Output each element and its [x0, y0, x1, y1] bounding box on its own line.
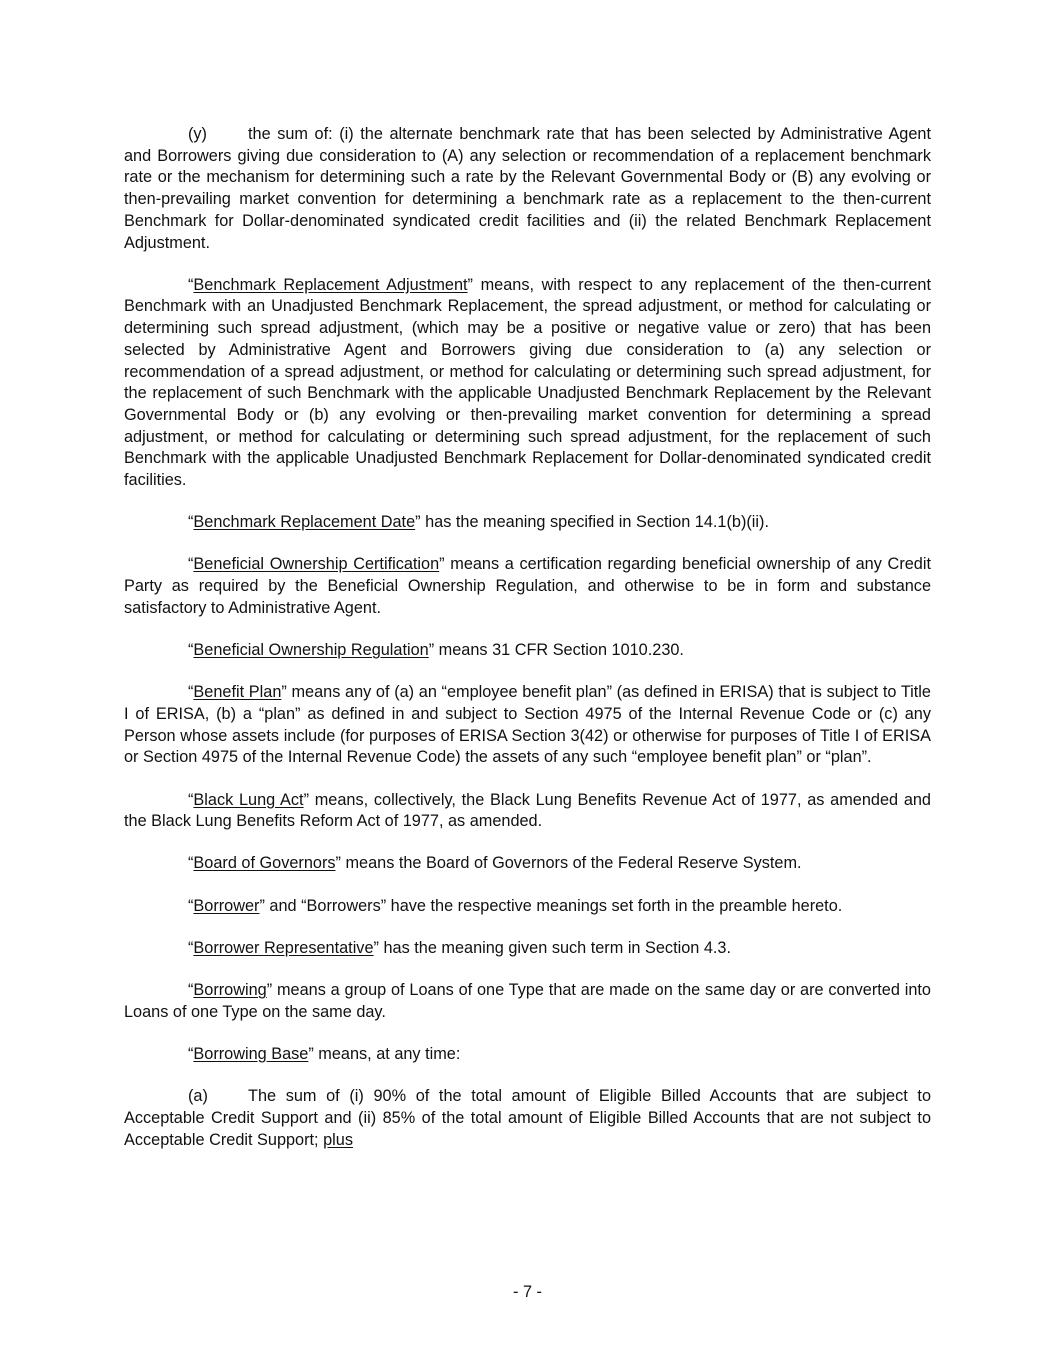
defined-term: Borrower Representative: [193, 938, 374, 957]
definition-paragraph: “Borrower Representative” has the meaning given such term in Section 4.3.: [188, 938, 731, 957]
defined-term: Benchmark Replacement Adjustment: [193, 275, 468, 294]
definition-text: means a certification regarding beneficial ownership of any Credit Party as required by the Beneficial Ownership Regulation, and otherwise to be in form and substance satisfactory to Administrative Agent.: [124, 555, 931, 617]
definition-text: means any of (a) an “employee benefit plan” (as defined in ERISA) that is subject to Title I of ERISA, (b) a “plan” as defined in and subject to Section 4975 of the Internal Revenue Code or (c) any Person whose assets include (for purposes of ERISA Section 3(42) or otherwise for purposes of Title I of ERISA or Section 4975 of the Internal Revenue Code) the assets of any such “employee benefit plan” or “plan”.: [124, 683, 931, 767]
definition-paragraph: “Beneficial Ownership Regulation” means 31 CFR Section 1010.230.: [188, 641, 684, 660]
definition-text: means 31 CFR Section 1010.230.: [434, 641, 684, 660]
definition-paragraph: “Benefit Plan” means any of (a) an “employee benefit plan” (as defined in ERISA) that is subject to Title I of ERISA, (b) a “plan” as defined in and subject to Section 4975 of the Internal Revenue Code or (c) any Person whose assets include (for purposes of ERISA Section 3(42) or otherwise for purposes of Title I of ERISA or Section 4975 of the Internal Revenue Code) the assets of any such “employee benefit plan” or “plan”.: [124, 683, 931, 767]
defined-term: Board of Governors: [193, 854, 336, 873]
clause-y-paragraph: [124, 124, 931, 254]
defined-term: Borrowing: [193, 981, 267, 1000]
defined-term: Beneficial Ownership Regulation: [193, 641, 429, 660]
defined-term: Benchmark Replacement Date: [193, 513, 416, 532]
clause-y-label: (y): [188, 125, 207, 143]
page-number: - 7 -: [513, 1283, 542, 1301]
definition-text: means the Board of Governors of the Federal Reserve System.: [340, 854, 802, 873]
definition-paragraph: “Borrower” and “Borrowers” have the respective meanings set forth in the preamble hereto.: [188, 896, 843, 915]
clause-a-text: The sum of (i) 90% of the total amount of Eligible Billed Accounts that are subject to Acceptable Credit Support and (ii) 85% of the total amount of Eligible Billed Accounts that are not subject to Acceptable Credit Support;: [124, 1087, 931, 1149]
definition-paragraph: “Borrowing” means a group of Loans of one Type that are made on the same day or are converted into Loans of one Type on the same day.: [124, 981, 931, 1021]
definition-text: means a group of Loans of one Type that are made on the same day or are converted into Loans of one Type on the same day.: [124, 981, 931, 1021]
document-body: [124, 124, 931, 1172]
clause-y-text: the sum of: (i) the alternate benchmark rate that has been selected by Administrative Agent and Borrowers giving due consideration to (A) any selection or recommendation of a replacement benchmark rate or the mechanism for determining such a rate by the Relevant Governmental Body or (B) any evolving or then-prevailing market convention for determining a benchmark rate as a replacement to the then-current Benchmark for Dollar-denominated syndicated credit facilities and (ii) the related Benchmark Replacement Adjustment.: [124, 125, 931, 252]
definition-paragraph: “Black Lung Act” means, collectively, the Black Lung Benefits Revenue Act of 1977, as amended and the Black Lung Benefits Reform Act of 1977, as amended.: [124, 790, 931, 831]
defined-term: Benefit Plan: [193, 683, 282, 702]
defined-term: Borrower: [193, 896, 260, 915]
definition-text: means, with respect to any replacement of the then-current Benchmark with an Unadjusted Benchmark Replacement, the spread adjustment, or method for calculating or determining such spread adjustment, (which may be a positive or negative value or zero) that has been selected by Administrative Agent and Borrowers giving due consideration to (a) any selection or recommendation of a spread adjustment, or method for calculating or determining such spread adjustment, for the replacement of such Benchmark with the applicable Unadjusted Benchmark Replacement by the Relevant Governmental Body or (b) any evolving or then-prevailing market convention for determining a spread adjustment, or method for calculating or determining such spread adjustment, for the replacement of such Benchmark with the applicable Unadjusted Benchmark Replacement for Dollar-denominated syndicated credit facilities.: [124, 275, 931, 490]
defined-term: Beneficial Ownership Certification: [193, 555, 440, 574]
definition-paragraph: “Beneficial Ownership Certification” means a certification regarding beneficial ownership of any Credit Party as required by the Beneficial Ownership Regulation, and otherwise to be in form and substance satisfactory to Administrative Agent.: [124, 555, 931, 617]
definition-text: has the meaning given such term in Section 4.3.: [378, 938, 731, 957]
clause-a-label: (a): [188, 1087, 208, 1106]
definition-paragraph: “Board of Governors” means the Board of Governors of the Federal Reserve System.: [188, 854, 802, 873]
definition-paragraph: “Benchmark Replacement Adjustment” means, with respect to any replacement of the then-current Benchmark with an Unadjusted Benchmark Replacement, the spread adjustment, or method for calculating or determining such spread adjustment, (which may be a positive or negative value or zero) that has been selected by Administrative Agent and Borrowers giving due consideration to (a) any selection or recommendation of a spread adjustment, or method for calculating or determining such spread adjustment, for the replacement of such Benchmark with the applicable Unadjusted Benchmark Replacement by the Relevant Governmental Body or (b) any evolving or then-prevailing market convention for determining a spread adjustment, or method for calculating or determining such spread adjustment, for the replacement of such Benchmark with the applicable Unadjusted Benchmark Replacement for Dollar-denominated syndicated credit facilities.: [124, 275, 931, 490]
definition-paragraph: “Benchmark Replacement Date” has the meaning specified in Section 14.1(b)(ii).: [188, 513, 769, 532]
definition-text: means, at any time:: [313, 1045, 461, 1063]
definition-text: and “Borrowers” have the respective meanings set forth in the preamble hereto.: [264, 896, 843, 915]
defined-term: Borrowing Base: [193, 1045, 309, 1063]
plus-word: plus: [323, 1130, 353, 1149]
defined-term: Black Lung Act: [193, 790, 304, 809]
definition-text: has the meaning specified in Section 14.1(b)(ii).: [420, 513, 769, 532]
definition-paragraph: “Borrowing Base” means, at any time:: [188, 1045, 461, 1063]
definition-text: means, collectively, the Black Lung Benefits Revenue Act of 1977, as amended and the Black Lung Benefits Reform Act of 1977, as amended.: [124, 790, 931, 831]
clause-a-paragraph: [124, 1086, 931, 1151]
